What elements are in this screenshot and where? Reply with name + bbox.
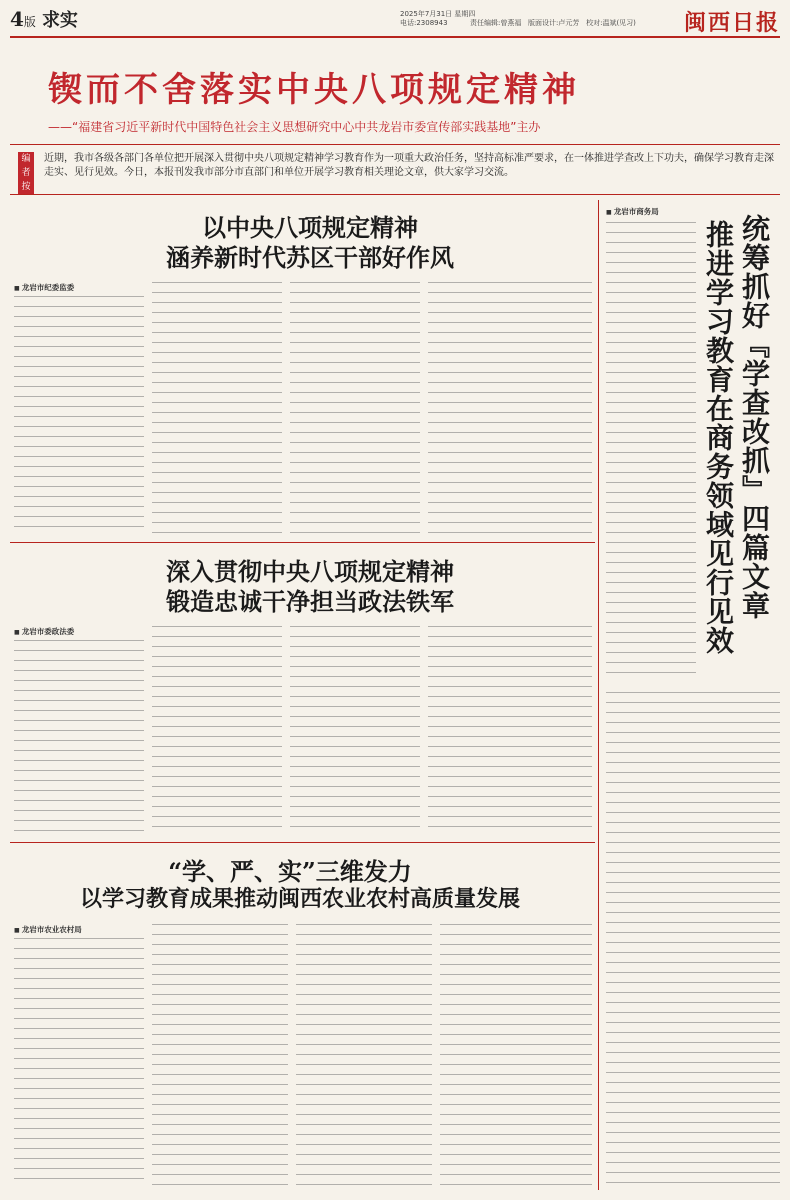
article-1-body-col2: [152, 282, 282, 536]
article-3-body-col2: [152, 924, 288, 1188]
staff-editor: 责任编辑:曾燕福: [470, 19, 522, 27]
article-1-body-col4: [428, 282, 592, 536]
article-4-title-2: 推进学习教育在商务领域见行见效: [702, 220, 735, 655]
article-4-title-1: 统筹抓好『学查改抓』四篇文章: [738, 214, 771, 620]
article-2-source: ■ 龙岩市委政法委: [14, 626, 74, 637]
article-3-body-col3: [296, 924, 432, 1188]
article-4-body-upper: [606, 222, 696, 682]
article-2-body-col4: [428, 626, 592, 836]
column-rule: [598, 200, 599, 1190]
intro-divider: [10, 194, 780, 195]
article-3-title-line2: 以学习教育成果推动闽西农业农村高质量发展: [79, 886, 520, 912]
banner-divider: [10, 144, 780, 145]
issue-phone: 电话:2308943: [400, 19, 448, 27]
article-4-source: ■ 龙岩市商务局: [606, 206, 659, 217]
article-2-title-line2: 锻造忠诚干净担当政法铁军: [166, 587, 454, 616]
article-2-divider: [10, 842, 595, 843]
article-2-title-line1: 深入贯彻中央八项规定精神: [166, 557, 454, 586]
staff-check: 校对:温斌(见习): [586, 19, 636, 27]
article-3-title-line1: “学、严、实”三维发力: [168, 857, 412, 886]
page-number-value: 4: [10, 7, 24, 31]
article-2-body-col3: [290, 626, 420, 836]
header-rule: [10, 36, 780, 38]
article-2-body-col2: [152, 626, 282, 836]
issue-meta: [400, 10, 475, 28]
banner-subtitle: ——“福建省习近平新时代中国特色社会主义思想研究中心中共龙岩市委宣传部实践基地”主办: [48, 120, 541, 134]
banner-title: 锲而不舍落实中央八项规定精神: [48, 70, 580, 110]
article-1-title-line1: 以中央八项规定精神: [202, 213, 418, 242]
article-3-body-col1: [14, 938, 144, 1188]
article-1-title-line2: 涵养新时代苏区干部好作风: [166, 243, 454, 272]
editor-note-text: 近期，我市各级各部门各单位把开展深入贯彻中央八项规定精神学习教育作为一项重大政治任务，坚持高标准严要求，在一体推进学查改上下功夫，确保学习教育走深走实、见行见效。今日，本报刊发我市部分市直部门和单位开展学习教育相关理论文章，供大家学习交流。: [44, 153, 774, 178]
staff-meta: [470, 19, 636, 28]
ban-label: 版: [23, 15, 36, 29]
article-1-body-col1: [14, 296, 144, 536]
article-1-body-col3: [290, 282, 420, 536]
section-name: 求实: [41, 10, 78, 31]
page-number: [10, 6, 78, 32]
article-3-source: ■ 龙岩市农业农村局: [14, 924, 82, 935]
article-1-source: ■ 龙岩市纪委监委: [14, 282, 74, 293]
article-2-body-col1: [14, 640, 144, 836]
article-4-body-lower: [606, 692, 780, 1188]
newspaper-logo: 闽西日报: [683, 10, 780, 36]
article-1-divider: [10, 542, 595, 543]
editor-note-tag: 编者按: [18, 152, 34, 194]
staff-proof: 版面设计:卢元芳: [528, 19, 580, 27]
article-3-body-col4: [440, 924, 592, 1188]
issue-date: 2025年7月31日 星期四: [400, 10, 476, 18]
